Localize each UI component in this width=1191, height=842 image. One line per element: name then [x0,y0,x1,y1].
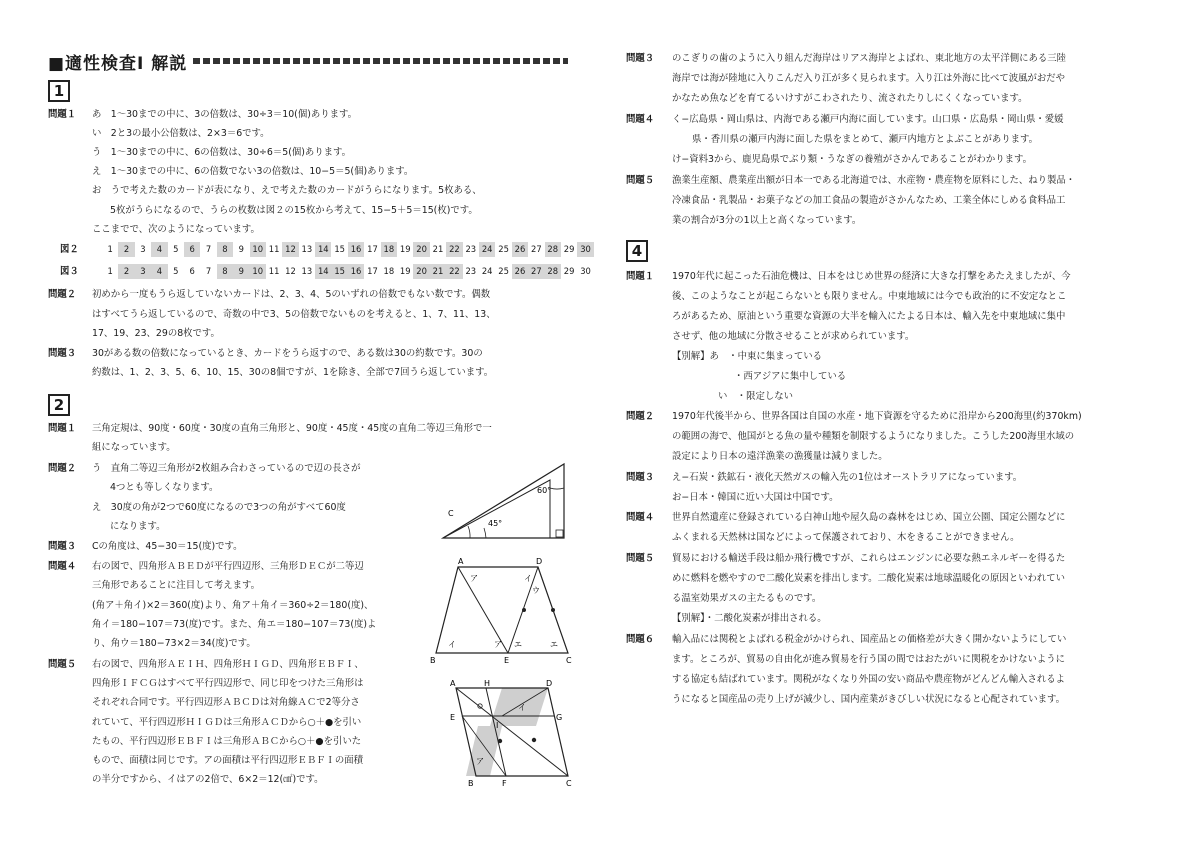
figure-3-number-cell: 30 [580,266,591,276]
s4-q6-line: する協定も結ばれています。関税がなくなり外国の安い商品や農産物がどんどん輸入されるよ [672,674,1066,685]
figure-3-number-cell: 1 [107,266,113,276]
s3-q3-line: 海岸では海が陸地に入りこんだ入り江が多く見られます。入り江は外海に比べて波風がおだや [672,73,1066,84]
s2-q1-label: 問題１ [48,423,77,434]
figure-3-number-row [102,264,594,279]
s4-q3-label: 問題３ [626,472,655,483]
figure-3-number-cell: 26 [512,264,528,279]
figure-2-number-cell: 3 [140,244,146,254]
figure-3-label: 図３ [60,266,79,277]
s2-q2-label: 問題２ [48,463,77,474]
figure-3-number-cell: 5 [173,266,179,276]
figure-parallelogram [438,676,578,788]
s1-q2-line: 初めから一度もうら返していないカードは、2、3、4、5のいずれの倍数でもない数です。偶数 [92,289,491,300]
figure-2-number-cell: 7 [205,244,212,254]
figure-set-squares [440,460,570,542]
s3-q4-line: く−広島県・岡山県は、内海である瀬戸内海に面しています。山口県・広島県・岡山県・愛媛 [672,114,1064,125]
figure-3-number-cell: 8 [217,264,233,279]
s4-q4-line: ふくまれる天然林は国などによって保護されており、木をきることができません。 [672,532,1020,543]
fig2-label-b: B [430,656,436,665]
fig1-label-45: 45° [488,519,503,528]
s4-q1-alt-line: ・西アジアに集中している [734,371,847,382]
s2-q3-label: 問題３ [48,541,77,552]
fig3-label-g: G [556,713,563,722]
s2-q5-line: 四角形ＩＦＣＧはすべて平行四辺形で、同じ印をつけた三角形は [92,678,364,689]
s1-q1-line: え 1〜30までの中に、6の倍数でない3の倍数は、10−5＝5(個)あります。 [92,166,414,177]
figure-3-number-cell: 22 [446,264,462,279]
s4-q6-line: 輸入品には関税とよばれる税金がかけられ、国産品との価格差が大きく開かないようにしてい [672,634,1067,645]
s2-q3-line: Cの角度は、45−30＝15(度)です。 [92,541,243,552]
figure-2-number-cell: 28 [545,242,561,257]
s4-q5-line: めに燃料を燃やすので二酸化炭素を排出します。二酸化炭素は地球温暖化の原因といわれてい [672,573,1066,584]
s4-q2-line: 1970年代後半から、世界各国は自国の水産・地下資源を守るために沿岸から200海里(約370km) [672,411,1082,422]
figure-3-number-cell: 28 [545,264,561,279]
s1-q1-line: あ 1〜30までの中に、3の倍数は、30÷3＝10(個)あります。 [92,109,357,120]
fig3-label-h: H [484,679,491,688]
figure-2-number-cell: 23 [465,244,477,254]
fig3-label-f: F [502,779,507,788]
fig1-label-c: C [448,509,454,518]
figure-3-number-cell: 6 [189,266,195,276]
figure-2-number-cell: 14 [315,242,331,257]
fig2-angle-i2: イ [448,640,456,649]
figure-3-number-cell: 20 [413,264,429,279]
fig3-area-a: ア [476,757,484,766]
figure-2-number-cell: 25 [498,244,509,254]
fig2-label-c: C [566,656,572,665]
figure-2-number-cell: 24 [479,242,495,257]
figure-3-number-cell: 14 [315,264,331,279]
figure-3-number-cell: 23 [465,266,477,276]
s4-q3-line: お−日本・韓国に近い大国は中国です。 [672,492,839,503]
s2-q2-line: になります。 [110,521,166,532]
figure-2-number-cell: 10 [250,242,266,257]
figure-trapezoid [428,555,578,665]
s1-q2-label: 問題２ [48,289,77,300]
s1-q3-line: 30がある数の倍数になっているとき、カードをうら返すので、ある数は30の約数です。30の [92,348,483,359]
s2-q5-line: 右の図で、四角形ＡＥＩＨ、四角形ＨＩＧＤ、四角形ＥＢＦＩ、 [92,659,364,670]
s2-q5-label: 問題５ [48,659,77,670]
page-header [48,48,568,74]
fig2-label-e: E [504,656,510,665]
s4-q4-label: 問題４ [626,512,655,523]
figure-2-number-cell: 18 [381,242,397,257]
fig2-angle-u: ウ [532,586,540,595]
figure-3-number-cell: 29 [563,266,575,276]
s2-q5-line: それぞれ合同です。平行四辺形ＡＢＣＤは対角線ＡＣで2等分さ [92,697,360,708]
s4-q1-alt-line: い ・限定しない [718,391,794,402]
fig3-label-b: B [468,779,474,788]
figure-3-number-cell: 21 [430,264,446,279]
figure-2-number-cell: 13 [301,244,313,254]
figure-2-number-cell: 1 [107,244,113,254]
s3-q5-line: 業の割合が3分の1以上と高くなっています。 [672,215,862,226]
s4-q1-line: 1970年代に起こった石油危機は、日本をはじめ世界の経済に大きな打撃をあたえましたが、今 [672,271,1071,282]
s4-q1-line: させず、他の地域に分散させることが求められています。 [672,331,915,342]
figure-2-number-cell: 30 [577,242,593,257]
s1-q3-line: 約数は、1、2、3、5、6、10、15、30の8個ですが、1を除き、全部で7回うら返しています。 [92,367,494,378]
figure-2-number-cell: 17 [367,244,378,254]
figure-2-number-cell: 16 [348,242,364,257]
figure-2-number-cell: 4 [151,242,167,257]
figure-2-number-cell: 21 [432,244,444,254]
s2-q5-line: れていて、平行四辺形ＨＩＧＤは三角形ＡＣＤから○＋●を引い [92,717,362,728]
s1-q1-line: う 1〜30までの中に、6の倍数は、30÷6＝5(個)あります。 [92,147,352,158]
fig3-label-c: C [566,779,572,788]
figure-3-number-cell: 7 [205,266,212,276]
fig2-label-d: D [536,557,543,566]
figure-3-number-cell: 27 [528,264,544,279]
figure-2-number-cell: 19 [399,244,411,254]
figure-3-number-cell: 10 [250,264,266,279]
s3-q3-line: かなため魚などを育てるいけすがこわされたり、流されたりしにくくなっています。 [672,93,1028,104]
s4-q1-line: 後、このようなことが起こらないとも限りません。中東地域には今でも政治的に不安定なとこ [672,291,1067,302]
figure-2-number-cell: 9 [238,244,244,254]
s1-q1-line: い 2と3の最小公倍数は、2×3＝6です。 [92,128,270,139]
figure-3-number-cell: 19 [399,266,411,276]
s4-q5-label: 問題５ [626,553,655,564]
fig3-label-a: A [450,679,456,688]
figure-2-number-cell: 5 [173,244,179,254]
s2-q5-line: もので、面積は同じです。アの面積は平行四辺形ＥＢＦＩの面積 [92,755,363,766]
figure-3-number-cell: 24 [481,266,493,276]
s1-q1-label: 問題１ [48,109,77,120]
s4-q3-line: え−石炭・鉄鉱石・液化天然ガスの輸入先の1位はオーストラリアになっています。 [672,472,1023,483]
s4-q1-line: ろがあるため、原油という重要な資源の大半を輸入にたよる日本は、輸入先を中東地域に集中 [672,311,1066,322]
figure-3-number-cell: 9 [233,264,249,279]
s2-q1-line: 三角定規は、90度・60度・30度の直角三角形と、90度・45度・45度の直角二等辺三角形で一 [92,423,492,434]
figure-3-number-cell: 17 [367,266,378,276]
s2-q4-line: (角ア＋角イ)×2＝360(度)より、角ア＋角イ＝360÷2＝180(度)、 [92,600,374,611]
s4-q6-label: 問題６ [626,634,655,645]
fig2-angle-i: イ [524,574,532,583]
s2-q2-line: 4つとも等しくなります。 [110,482,219,493]
s3-q5-line: 冷凍食品・乳製品・お菓子などの加工食品の製造がさかんなため、工業全体にしめる食料品工 [672,195,1066,206]
s1-q1-line: ここまでで、次のようになっています。 [92,224,260,235]
figure-2-number-cell: 12 [282,242,298,257]
s4-q5-line: 貿易における輸送手段は船か飛行機ですが、これらはエンジンに必要な熱エネルギーを得るた [672,553,1066,564]
fig2-angle-e: エ [514,640,522,649]
s4-q1-label: 問題１ [626,271,655,282]
s4-q5-line: る温室効果ガスの主たるものです。 [672,593,822,604]
figure-2-number-cell: 26 [512,242,528,257]
s2-q4-label: 問題４ [48,561,77,572]
s3-q5-label: 問題５ [626,175,655,186]
figure-3-number-cell: 25 [498,266,509,276]
s4-q2-line: の範囲の海で、他国がとる魚の量や種類を制限するようになりました。こうした200海里水域の [672,431,1075,442]
figure-2-number-cell: 20 [413,242,429,257]
fig3-area-i: イ [518,703,526,712]
fig2-label-a: A [458,557,464,566]
s4-q1-alt-line: 【別解】あ ・中東に集まっている [672,351,823,362]
s4-q4-line: 世界自然遺産に登録されている白神山地や屋久島の森林をはじめ、国立公園、国定公園などに [672,512,1066,523]
figure-2-number-cell: 27 [531,244,542,254]
s3-q4-label: 問題４ [626,114,655,125]
figure-3-number-cell: 12 [285,266,296,276]
figure-3-number-cell: 18 [383,266,395,276]
s1-q2-line: 17、19、23、29の8枚です。 [92,328,220,339]
s1-q1-line: お うで考えた数のカードが表になり、えで考えた数のカードがうらになります。5枚ある、 [92,185,482,196]
s4-q6-line: ます。ところが、貿易の自由化が進み貿易を行う国の間ではおたがいに関税をかけないように [672,654,1066,665]
figure-2-number-cell: 15 [334,244,345,254]
s3-q4-line: け−資料3から、鹿児島県でぶり類・うなぎの養殖がさかんであることがわかります。 [672,154,1032,165]
section-number-1: 1 [48,80,70,102]
s1-q3-label: 問題３ [48,348,77,359]
figure-3-number-cell: 3 [135,264,151,279]
s3-q5-line: 漁業生産額、農業産出額が日本一である北海道では、水産物・農産物を原料にした、ねり製品・ [672,175,1076,186]
figure-3-number-cell: 15 [331,264,347,279]
figure-2-number-cell: 8 [217,242,233,257]
s4-q5-alt-line: 【別解】・二酸化炭素が排出される。 [672,613,827,624]
s1-q2-line: はすべてうら返しているので、奇数の中で3、5の倍数でないものを考えると、1、7、11、13、 [92,309,496,320]
s2-q4-line: 角イ＝180−107＝73(度)です。また、角エ＝180−107＝73(度)よ [92,619,377,630]
s4-q2-line: 設定により日本の遠洋漁業の漁獲量は減りました。 [672,451,888,462]
figure-2-number-row [102,242,594,257]
page-title: ■適性検査Ⅰ 解説 [48,53,188,74]
figure-3-number-cell: 11 [268,266,280,276]
section-number-4: 4 [626,240,648,262]
s3-q3-label: 問題３ [626,53,655,64]
figure-3-number-cell: 2 [118,264,134,279]
s2-q1-line: 組になっています。 [92,442,176,453]
fig3-label-i: I [496,721,499,730]
s4-q6-line: うになると国産品の売り上げが減少し、国内産業がきびしい状況になると心配されています。 [672,694,1066,705]
s2-q4-line: 三角形であることに注目して考えます。 [92,580,261,591]
fig1-label-60: 60° [537,486,552,495]
figure-2-number-cell: 29 [563,244,575,254]
s3-q3-line: のこぎりの歯のように入り組んだ海岸はリアス海岸とよばれ、東北地方の太平洋側にある三陸 [672,53,1066,64]
figure-2-number-cell: 11 [268,244,280,254]
section-number-2: 2 [48,394,70,416]
s2-q4-line: り、角ウ＝180−73×2＝34(度)です。 [92,638,256,649]
fig2-angle-a2: ア [494,640,502,649]
figure-3-number-cell: 16 [348,264,364,279]
figure-2-number-cell: 6 [184,242,200,257]
fig2-angle-e2: エ [550,640,558,649]
figure-3-number-cell: 13 [301,266,313,276]
s2-q2-line: え 30度の角が2つで60度になるので3つの角がすべて60度 [92,502,346,513]
s4-q2-label: 問題２ [626,411,655,422]
fig3-label-e: E [450,713,456,722]
fig3-label-d: D [546,679,553,688]
figure-3-number-cell: 4 [151,264,167,279]
s1-q1-line: 5枚がうらになるので、うらの枚数は図２の15枚から考えて、15−5＋5＝15(枚)です。 [110,205,478,216]
title-dashed-rule [193,58,568,64]
s3-q4-line: 県・香川県の瀬戸内海に面した県をまとめて、瀬戸内地方とよぶことがあります。 [692,134,1038,145]
figure-2-number-cell: 22 [446,242,462,257]
s2-q2-line: う 直角二等辺三角形が2枚組み合わさっているので辺の長さが [92,463,361,474]
figure-2-number-cell: 2 [118,242,134,257]
fig2-angle-a: ア [470,574,478,583]
s2-q5-line: たもの、平行四辺形ＥＢＦＩは三角形ＡＢＣから○＋●を引いた [92,736,362,747]
s2-q4-line: 右の図で、四角形ＡＢＥＤが平行四辺形、三角形ＤＥＣが二等辺 [92,561,364,572]
figure-2-label: 図２ [60,244,79,255]
s2-q5-line: の半分ですから、イはアの2倍で、6×2＝12(㎠)です。 [92,774,324,785]
